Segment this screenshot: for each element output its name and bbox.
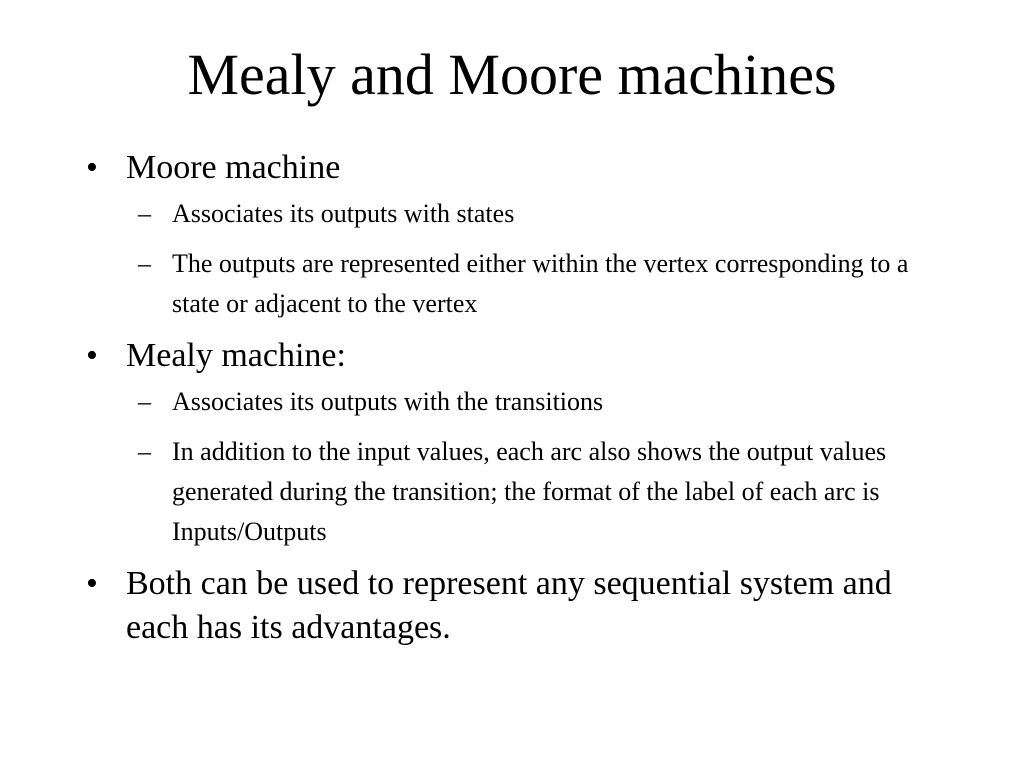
subbullet-moore-representation [86,244,946,324]
bullet-marker: • [86,565,98,602]
bullet-moore-machine [86,146,946,190]
subbullet-moore-states [86,194,946,234]
bullet-text: Moore machine [126,149,341,186]
subbullet-mealy-transitions [86,382,946,422]
subbullet-text: In addition to the input values, each arc also shows the output values generated during the transition; the format of the label of each arc is Inputs/Outputs [172,437,887,546]
subbullet-text: Associates its outputs with states [172,199,515,228]
bullet-marker: • [86,337,98,374]
subbullet-mealy-arc-labels [86,432,946,552]
bullet-both-advantages [86,562,946,650]
bullet-mealy-machine [86,334,946,378]
subbullet-text: Associates its outputs with the transitions [172,387,604,416]
subbullet-text: The outputs are represented either within the vertex corresponding to a state or adjacent to the vertex [172,249,909,318]
bullet-text: Mealy machine: [126,337,346,374]
bullet-text: Both can be used to represent any sequential system and each has its advantages. [126,565,892,646]
slide-title: Mealy and Moore machines [187,42,837,107]
dash-marker: – [138,249,151,278]
dash-marker: – [138,387,151,416]
dash-marker: – [138,437,151,466]
bullet-list [86,146,946,654]
dash-marker: – [138,199,151,228]
bullet-marker: • [86,149,98,186]
